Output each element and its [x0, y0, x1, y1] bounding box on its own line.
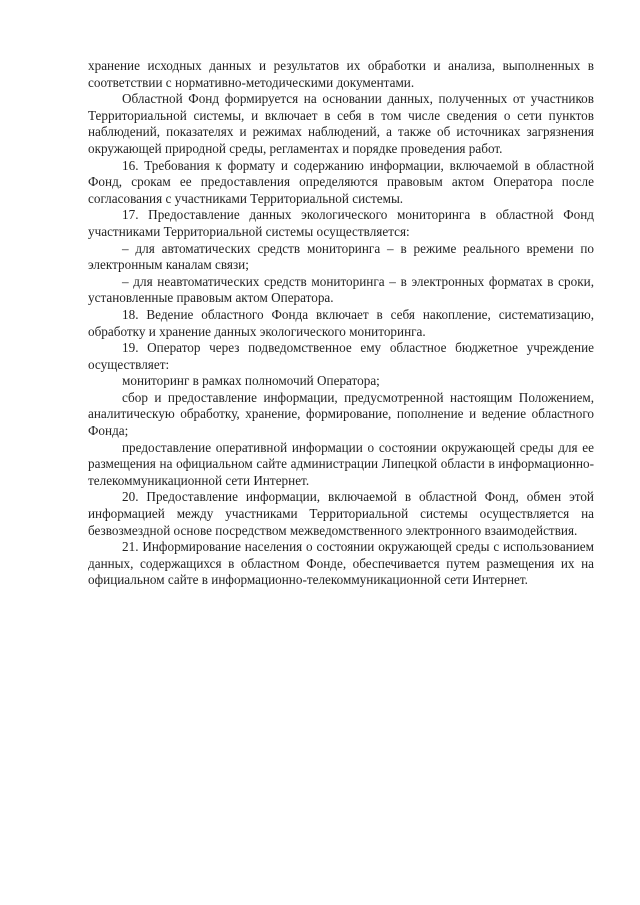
paragraph: Областной Фонд формируется на основании данных, полученных от участников Территориальной системы, и включает в себя в том числе сведения о сети пунктов наблюдений, показателях и режимах наблюдений, а также об источниках загрязнения окружающей природной среды, регламентах и порядке проведения работ. [88, 91, 594, 156]
paragraph: 19. Оператор через подведомственное ему областное бюджетное учреждение осуществляет: [88, 340, 594, 372]
paragraph: 16. Требования к формату и содержанию информации, включаемой в областной Фонд, срокам ее предоставления определяются правовым актом Оператора после согласования с участниками Территориальной системы. [88, 157, 594, 206]
list-item: предоставление оперативной информации о состоянии окружающей среды для ее размещения на официальном сайте администрации Липецкой области в информационно-телекоммуникационной сети Интернет. [88, 439, 594, 488]
paragraph: 20. Предоставление информации, включаемой в областной Фонд, обмен этой информацией между участниками Территориальной системы осуществляется на безвозмездной основе посредством межведомственного электронного взаимодействия. [88, 489, 594, 538]
document-page [88, 58, 594, 589]
paragraph: 21. Информирование населения о состоянии окружающей среды с использованием данных, содержащихся в областном Фонде, обеспечивается путем размещения их на официальном сайте в информационно-телекоммуникационной сети Интернет. [88, 539, 594, 588]
paragraph: 18. Ведение областного Фонда включает в себя накопление, систематизацию, обработку и хранение данных экологического мониторинга. [88, 306, 594, 339]
list-item: – для неавтоматических средств мониторинга – в электронных форматах в сроки, установленные правовым актом Оператора. [88, 273, 594, 306]
list-item: мониторинг в рамках полномочий Оператора; [122, 373, 380, 389]
paragraph: хранение исходных данных и результатов их обработки и анализа, выполненных в соответствии с нормативно-методическими документами. [88, 58, 594, 90]
list-item: – для автоматических средств мониторинга – в режиме реального времени по электронным каналам связи; [88, 240, 594, 273]
list-item: сбор и предоставление информации, предусмотренной настоящим Положением, аналитическую обработку, хранение, формирование, пополнение и ведение областного Фонда; [88, 389, 594, 439]
paragraph: 17. Предоставление данных экологического мониторинга в областной Фонд участниками Территориальной системы осуществляется: [88, 207, 594, 239]
